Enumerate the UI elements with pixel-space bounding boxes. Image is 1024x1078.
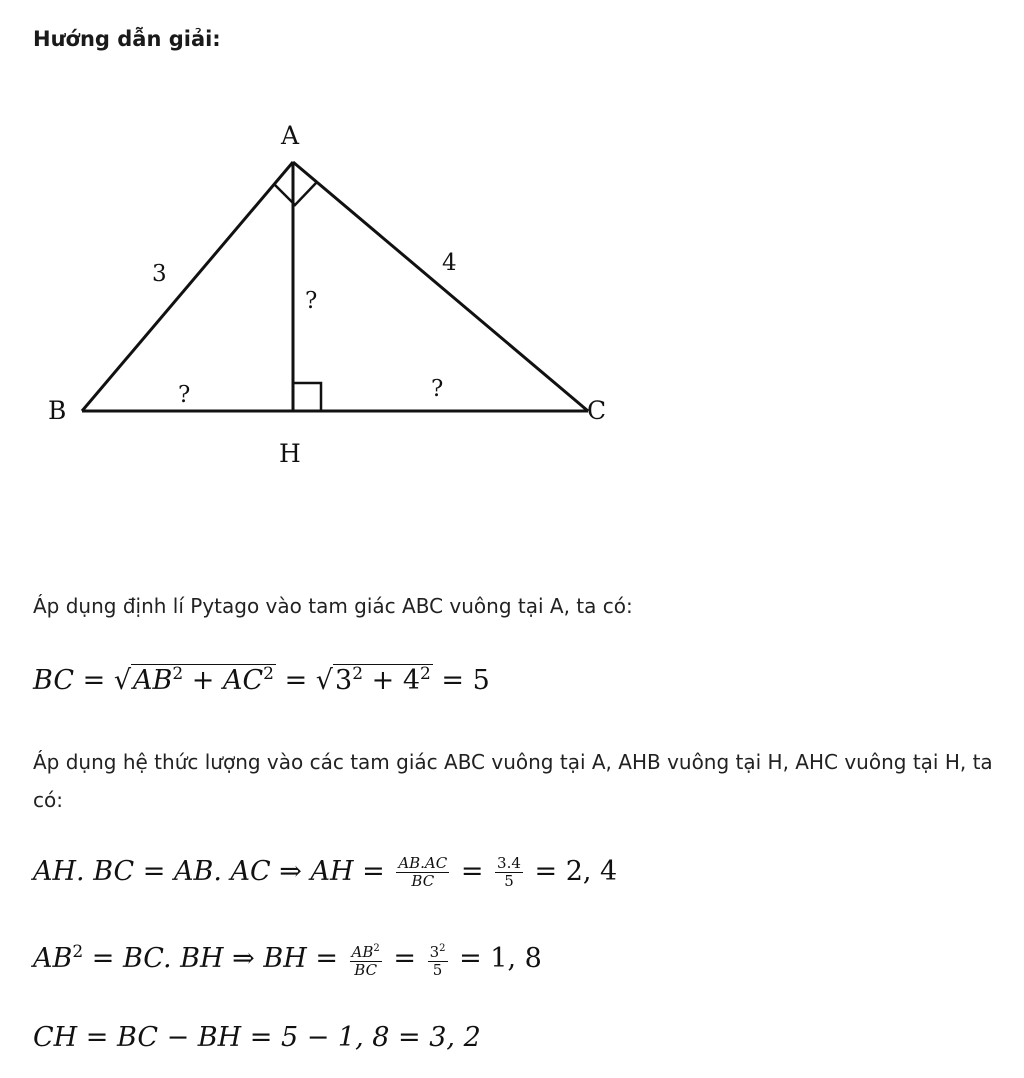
eq2-result: 2, 4 [565,856,618,887]
eq2-var: AH [310,856,354,887]
eq1-exp-c: 2 [352,664,364,684]
vertex-b-label: B [48,396,67,425]
eq3-frac-2 [428,940,448,979]
altitude-ah-label: ? [305,288,318,314]
eq3-frac-1 [350,940,382,979]
equation-ah: AH. BC = AB. AC ⇒ AH = $\frac{AB.AC}{BC}$ = $\frac{3.4}{5}$ = 2, 4 [33,854,618,890]
eq3-var: BH [263,943,307,974]
segment-bh-label: ? [178,382,191,408]
eq2-frac-1 [396,855,449,890]
segment-hc-label: ? [431,376,444,402]
eq3-frac1-num-base: AB [351,943,374,961]
equation-ch [33,1022,481,1053]
vertex-c-label: C [587,396,607,425]
equation-bc: BC = $√AB^2 + AC^2 = √3^2 + 4^2 = 5$ [33,664,490,696]
solution-heading: Hướng dẫn giải: [33,27,221,51]
eq1-rad2-b: 4 [402,665,421,696]
eq3-frac1-den: BC [354,961,378,979]
paragraph-relations: Áp dụng hệ thức lượng vào các tam giác ABC vuông tại A, AHB vuông tại H, AHC vuông tại H, ta có: [33,750,993,812]
eq3-lhs-base: AB [33,943,73,974]
eq3-frac2-den: 5 [432,961,443,979]
eq3-frac2-num-exp: 2 [439,943,446,954]
eq3-frac2-num-base: 3 [429,943,440,961]
side-ac-label: 4 [442,250,457,276]
eq3-frac1-num-exp: 2 [373,943,380,954]
eq2-frac2-den: 5 [504,872,514,890]
sqrt-2: $√3^2 + 4^2$ [315,664,431,696]
eq3-lhs-exp: 2 [72,942,84,962]
eq3-result: 1, 8 [490,943,542,974]
eq2-frac1-den: BC [411,872,435,890]
eq1-result: 5 [472,665,490,696]
eq2-lhs: AH. BC = AB. AC [33,856,271,887]
eq1-exp-d: 2 [420,664,431,684]
eq1-lhs: BC [33,665,75,696]
right-angle-mark-a [274,183,316,205]
eq1-rad1-b: AC [223,665,264,696]
side-ab [82,162,293,411]
eq2-frac-2 [495,855,523,890]
eq3-frac2-num [428,940,448,962]
eq2-frac2-num: 3.4 [497,854,521,872]
eq2-frac1-num: AB.AC [398,854,448,872]
vertex-h-label: H [279,439,301,468]
eq3-lhs-rest: BC. BH [122,943,224,974]
eq1-exp-a: 2 [172,664,184,684]
eq1-rad2-a: 3 [335,665,353,696]
vertex-a-label: A [281,121,300,150]
right-angle-mark-h [293,383,321,411]
eq1-rad1-a: AB [133,665,173,696]
equation-bh: $AB^2$ = BC. BH ⇒ BH = $\frac{AB^2}{BC}$ = $\frac{3^2}{5}$ = 1, 8 [33,942,542,979]
paragraph-pythagoras: Áp dụng định lí Pytago vào tam giác ABC vuông tại A, ta có: [33,594,633,618]
eq4-text: CH = BC − BH = 5 − 1, 8 = 3, 2 [33,1022,481,1053]
side-ab-label: 3 [152,261,167,287]
side-ac [293,162,588,411]
eq1-exp-b: 2 [263,664,274,684]
sqrt-1: $√AB^2 + AC^2$ [113,664,274,696]
eq3-frac1-num [350,940,382,962]
